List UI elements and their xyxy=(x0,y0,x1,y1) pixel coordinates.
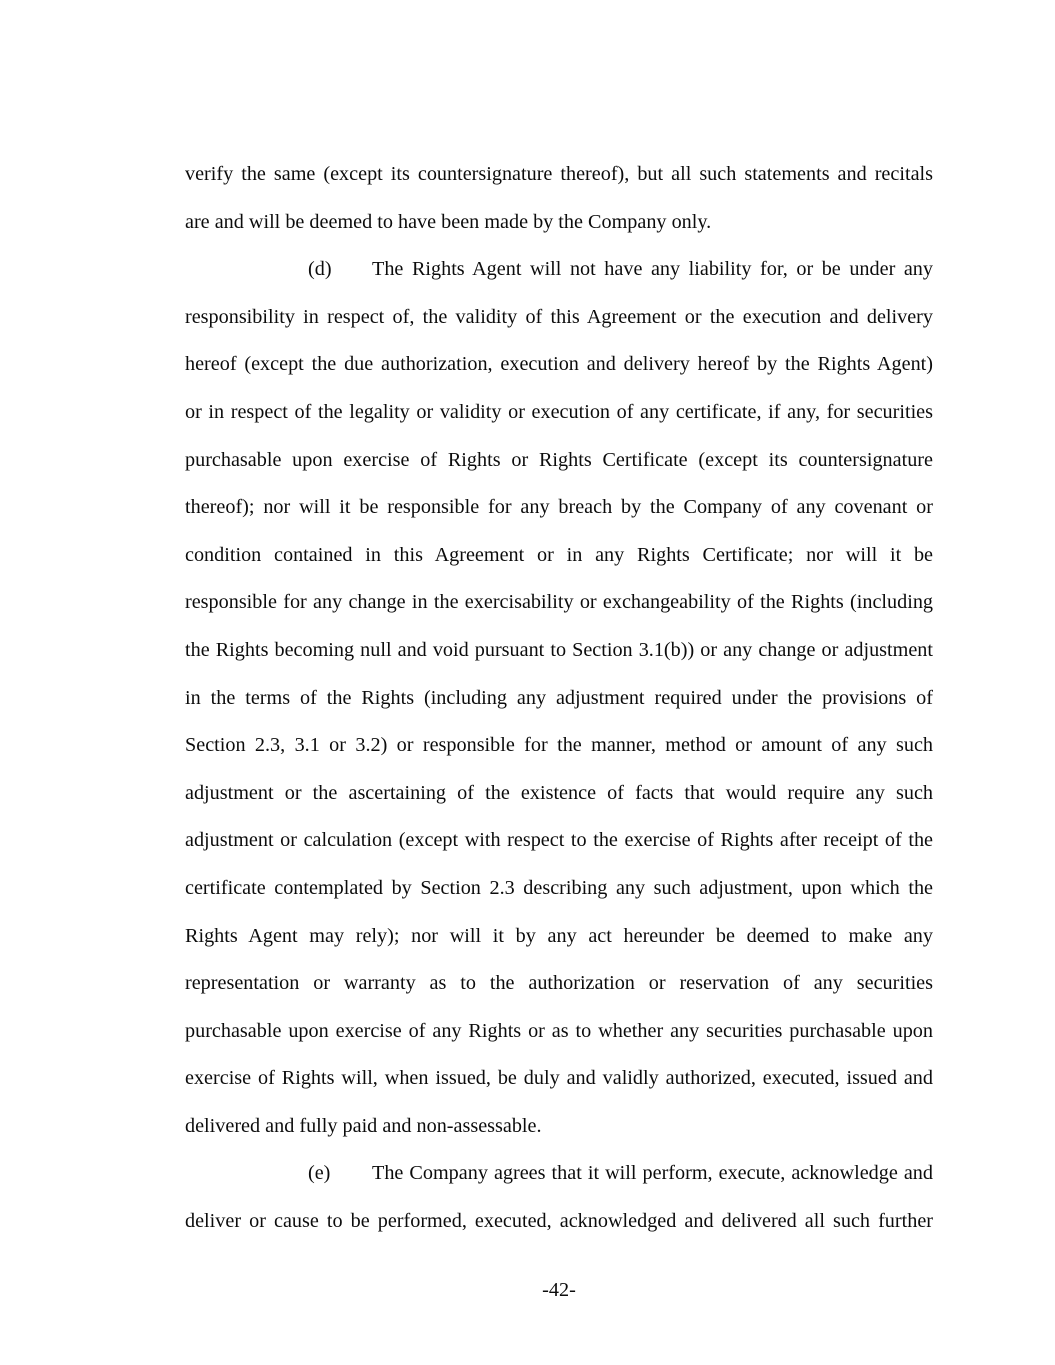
text-line: Rights Agent may rely); nor will it by any act hereunder be deemed to make any xyxy=(185,924,933,947)
text-line-content: The Rights Agent will not have any liability for, or be under any xyxy=(372,258,933,281)
text-line: certificate contemplated by Section 2.3 describing any such adjustment, upon which the xyxy=(185,876,933,899)
text-line: the Rights becoming null and void pursuant to Section 3.1(b)) or any change or adjustment xyxy=(185,638,933,661)
body-text xyxy=(185,151,933,1246)
text-line: hereof (except the due authorization, execution and delivery hereof by the Rights Agent) xyxy=(185,353,933,376)
text-line: purchasable upon exercise of any Rights or as to whether any securities purchasable upon xyxy=(185,1019,933,1042)
page-number: -42- xyxy=(542,1279,576,1301)
text-line: adjustment or the ascertaining of the existence of facts that would require any such xyxy=(185,781,933,804)
paragraph-subsection-e xyxy=(185,1150,933,1245)
text-line: responsibility in respect of, the validity of this Agreement or the execution and delivery xyxy=(185,305,933,328)
text-line: responsible for any change in the exercisability or exchangeability of the Rights (including xyxy=(185,591,933,614)
paragraph-subsection-d xyxy=(185,246,933,1150)
text-line: are and will be deemed to have been made by the Company only. xyxy=(185,210,712,233)
subsection-marker: (d) xyxy=(308,258,332,281)
text-line: delivered and fully paid and non-assessable. xyxy=(185,1114,542,1137)
paragraph-continuation xyxy=(185,151,933,246)
text-line: verify the same (except its countersignature thereof), but all such statements and recitals xyxy=(185,163,933,185)
text-line: thereof); nor will it be responsible for any breach by the Company of any covenant or xyxy=(185,496,933,519)
subsection-marker: (e) xyxy=(308,1162,331,1185)
text-line xyxy=(185,1150,933,1198)
text-line: in the terms of the Rights (including any adjustment required under the provisions of xyxy=(185,686,933,709)
text-line: condition contained in this Agreement or in any Rights Certificate; nor will it be xyxy=(185,543,933,566)
text-line: or in respect of the legality or validity or execution of any certificate, if any, for securities xyxy=(185,400,933,423)
text-line: representation or warranty as to the authorization or reservation of any securities xyxy=(185,972,933,995)
text-line: Section 2.3, 3.1 or 3.2) or responsible for the manner, method or amount of any such xyxy=(185,734,933,757)
text-line-content: The Company agrees that it will perform, execute, acknowledge and xyxy=(372,1162,933,1185)
text-line xyxy=(185,246,933,294)
text-line: purchasable upon exercise of Rights or Rights Certificate (except its countersignature xyxy=(185,448,933,471)
text-line: adjustment or calculation (except with respect to the exercise of Rights after receipt of the xyxy=(185,829,933,852)
text-line: exercise of Rights will, when issued, be duly and validly authorized, executed, issued and xyxy=(185,1067,933,1090)
text-line: deliver or cause to be performed, executed, acknowledged and delivered all such further xyxy=(185,1210,933,1233)
